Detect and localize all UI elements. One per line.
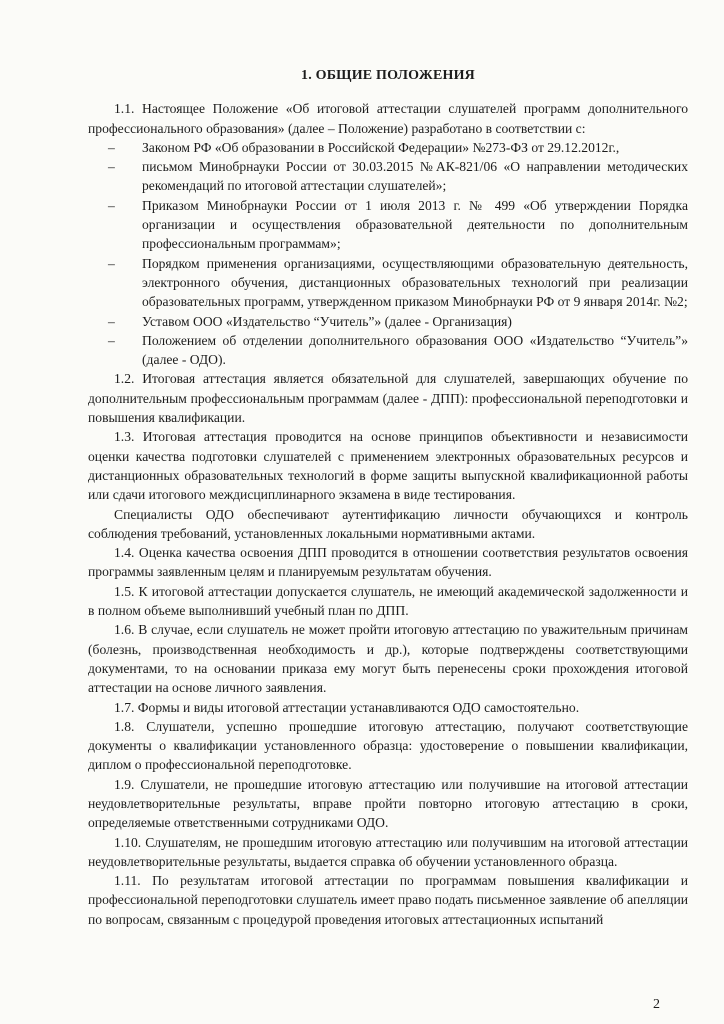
list-item: – письмом Минобрнауки России от 30.03.2015 №АК-821/06 «О направлении методических рекомендаций по итоговой аттестации слушателей»; [142, 157, 688, 196]
paragraph-1-1: 1.1. Настоящее Положение «Об итоговой аттестации слушателей программ дополнительного профессионального образования» (далее – Положение) разработано в соответствии с: [88, 101, 688, 136]
list-item: – Приказом Минобрнауки России от 1 июля 2013 г. № 499 «Об утверждении Порядка организации и осуществления образовательной деятельности по дополнительным профессиональным программам»; [142, 196, 688, 254]
paragraph-odo-specialists: Специалисты ОДО обеспечивают аутентификацию личности обучающихся и контроль соблюдения требований, установленных локальными нормативными актами. [88, 506, 688, 541]
list-item: – Уставом ООО «Издательство “Учитель”» (далее - Организация) [142, 312, 688, 331]
legal-basis-list [88, 138, 688, 370]
paragraph-1-8: 1.8. Слушатели, успешно прошедшие итоговую аттестацию, получают соответствующие документы о квалификации установленного образца: удостоверение о повышении квалификации, диплом о профессиональной переподготовке. [88, 718, 688, 773]
section-title: 1. ОБЩИЕ ПОЛОЖЕНИЯ [301, 68, 475, 83]
paragraph-1-2: 1.2. Итоговая аттестация является обязательной для слушателей, завершающих обучение по дополнительным профессиональным программам (далее - ДПП): профессиональной переподготовки и повышения квалификации. [88, 371, 688, 426]
list-item: – Положением об отделении дополнительного образования ООО «Издательство “Учитель”» (далее - ОДО). [142, 331, 688, 370]
paragraph-1-9: 1.9. Слушатели, не прошедшие итоговую аттестацию или получившие на итоговой аттестации неудовлетворительные результаты, вправе пройти повторно итоговую аттестацию в сроки, определяемые ответственными сотрудниками ОДО. [88, 776, 688, 831]
paragraph-1-11: 1.11. По результатам итоговой аттестации по программам повышения квалификации и профессиональной переподготовки слушатель имеет право подать письменное заявление об апелляции по вопросам, связанным с процедурой проведения итоговых аттестационных испытаний [88, 873, 688, 927]
list-item: – Законом РФ «Об образовании в Российской Федерации» №273-ФЗ от 29.12.2012г., [142, 138, 688, 157]
paragraph-1-6: 1.6. В случае, если слушатель не может пройти итоговую аттестацию по уважительным причинам (болезнь, производственная необходимость и др.), которые подтверждены соответствующими документами, то на основании приказа ему могут быть перенесены сроки прохождения итоговой аттестации на основе личного заявления. [88, 622, 688, 696]
paragraph-1-7: 1.7. Формы и виды итоговой аттестации устанавливаются ОДО самостоятельно. [114, 699, 580, 715]
paragraph-1-4: 1.4. Оценка качества освоения ДПП проводится в отношении соответствия результатов освоения программы заявленным целям и планируемым результатам обучения. [88, 545, 688, 580]
paragraph-1-10: 1.10. Слушателям, не прошедшим итоговую аттестацию или получившим на итоговой аттестации неудовлетворительные результаты, выдается справка об обучении установленного образца. [88, 834, 688, 869]
paragraph-1-5: 1.5. К итоговой аттестации допускается слушатель, не имеющий академической задолженности и в полном объеме выполнивший учебный план по ДПП. [88, 583, 688, 619]
paragraph-1-3: 1.3. Итоговая аттестация проводится на основе принципов объективности и независимости оценки качества подготовки слушателей с применением электронных образовательных ресурсов и дистанционных образовательных технологий в форме защиты выпускной квалификационной работы или сдачи итогового междисциплинарного экзамена в виде тестирования. [88, 429, 688, 503]
page-number: 2 [653, 997, 660, 1012]
list-item: – Порядком применения организациями, осуществляющими образовательную деятельность, электронного обучения, дистанционных образовательных технологий при реализации образовательных программ, утвержденном приказом Минобрнауки РФ от 9 января 2014г. №2; [142, 254, 688, 312]
